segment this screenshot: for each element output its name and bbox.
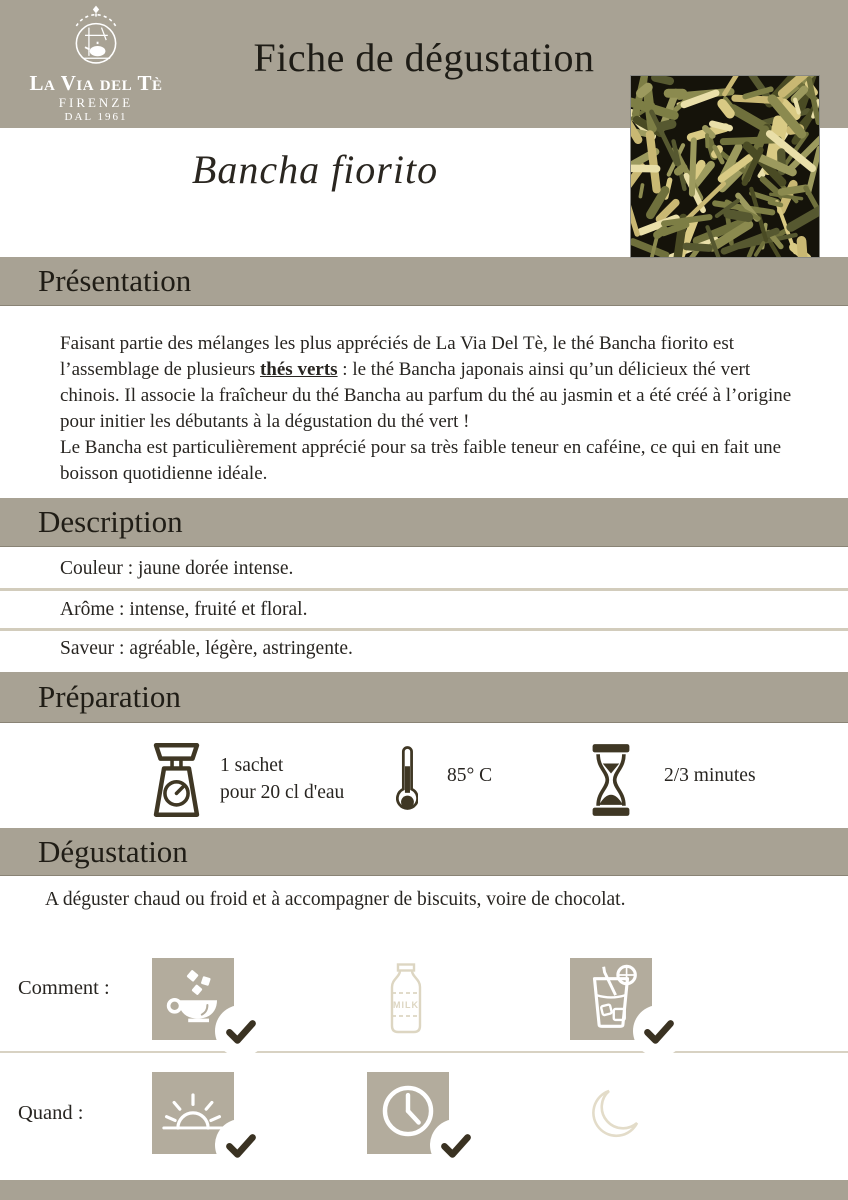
description-row-couleur: Couleur : jaune dorée intense. xyxy=(0,550,848,588)
preparation-title: Préparation xyxy=(38,679,181,714)
section-degustation-header xyxy=(0,828,848,876)
clock-icon xyxy=(377,1080,439,1147)
divider xyxy=(0,1051,848,1053)
presentation-paragraph-2: Le Bancha est particulièrement apprécié pour sa très faible teneur en caféine, ce qui en fait une boisson quotidienne idéale. xyxy=(60,437,782,484)
check-badge xyxy=(215,1005,267,1057)
description-row-saveur: Saveur : agréable, légère, astringente. xyxy=(0,631,848,667)
moon-icon xyxy=(588,1086,640,1140)
tea-name: Bancha fiorito xyxy=(191,147,439,192)
section-description-header xyxy=(0,498,848,547)
divider xyxy=(0,588,848,591)
presentation-title: Présentation xyxy=(38,263,192,298)
page-title: Fiche de dégustation xyxy=(253,35,595,80)
milk-bottle-icon xyxy=(386,963,426,1035)
hourglass-icon xyxy=(588,742,634,823)
description-title: Description xyxy=(38,504,183,539)
degustation-title: Dégustation xyxy=(38,834,188,869)
time-text: 2/3 minutes xyxy=(664,765,756,786)
check-badge xyxy=(215,1119,267,1171)
dose-line2: pour 20 cl d'eau xyxy=(220,782,345,803)
comment-label: Comment : xyxy=(18,977,110,999)
section-presentation-header xyxy=(0,257,848,306)
divider xyxy=(0,628,848,631)
section-preparation-header xyxy=(0,672,848,723)
checkmark-icon xyxy=(225,1018,257,1045)
quand-label: Quand : xyxy=(18,1102,84,1124)
tea-leaves-photo xyxy=(630,75,820,258)
checkmark-icon xyxy=(643,1018,675,1045)
temperature-text: 85° C xyxy=(447,765,493,786)
option-tile-afternoon xyxy=(367,1072,449,1154)
dose-text xyxy=(220,752,344,806)
svg-text:MILK: MILK xyxy=(393,1000,419,1010)
thermometer-icon xyxy=(396,742,418,823)
description-row-arome: Arôme : intense, fruité et floral. xyxy=(0,591,848,628)
brand-city: FIRENZE xyxy=(58,95,134,111)
check-badge xyxy=(633,1005,685,1057)
brand-since: DAL 1961 xyxy=(64,110,128,123)
presentation-paragraph-1: Faisant partie des mélanges les plus appréciés de La Via Del Tè, le thé Bancha fiorito est l’assemblage de plusieurs thés verts : le thé Bancha japonais ainsi qu’un délicieux thé vert chinois. Il associe la fraîcheur du thé Bancha au parfum du thé au jasmin et a été créé à l’origine pour initier les débutants à la dégustation du thé vert ! xyxy=(60,333,792,432)
option-tile-morning xyxy=(152,1072,234,1154)
dose-line1: 1 sachet xyxy=(220,755,284,776)
option-tile-iced-tea xyxy=(570,958,652,1040)
footer-band xyxy=(0,1180,848,1200)
checkmark-icon xyxy=(440,1132,472,1159)
check-badge xyxy=(430,1119,482,1171)
kitchen-scale-icon xyxy=(148,739,205,826)
brand-name: La Via del Tè xyxy=(29,71,163,95)
degustation-note: A déguster chaud ou froid et à accompagner de biscuits, voire de chocolat. xyxy=(45,889,626,910)
presentation-text xyxy=(60,331,794,487)
iced-tea-icon xyxy=(580,964,642,1035)
bold-underlined-phrase: thés verts xyxy=(259,359,338,380)
option-tile-hot-tea xyxy=(152,958,234,1040)
checkmark-icon xyxy=(225,1132,257,1159)
